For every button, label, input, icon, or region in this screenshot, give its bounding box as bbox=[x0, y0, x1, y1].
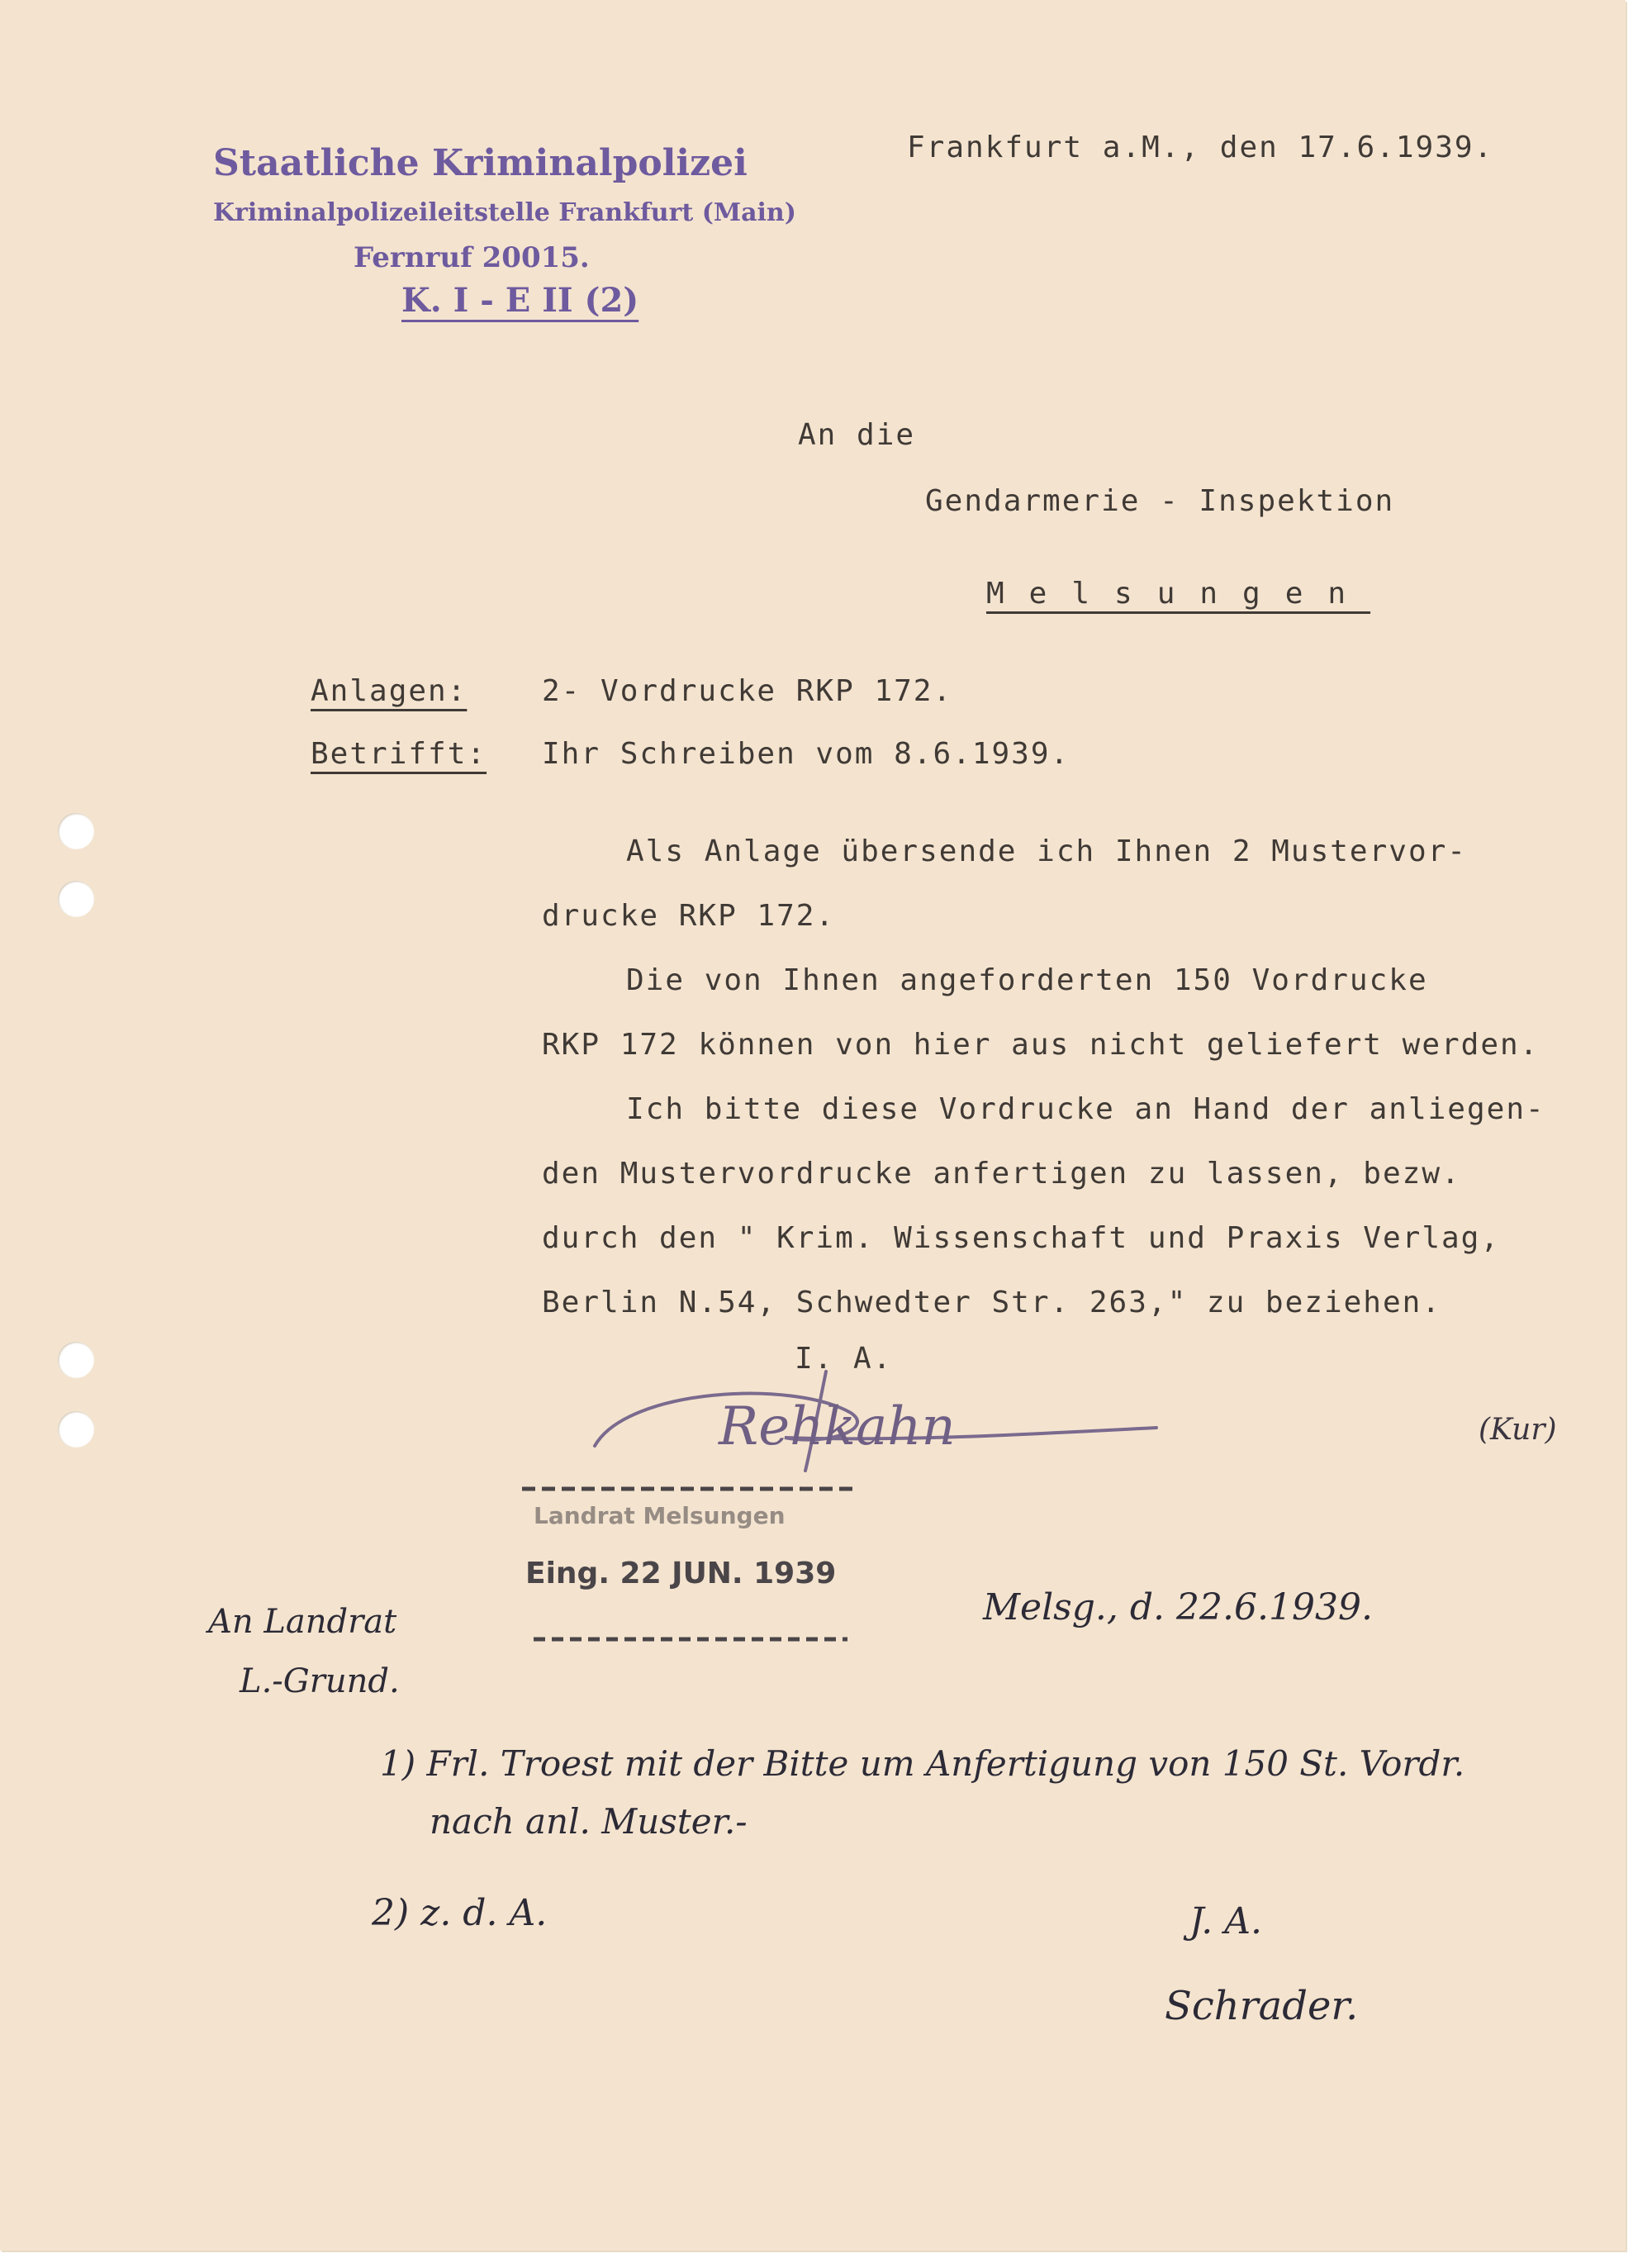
handwritten-addressee-1: An Landrat bbox=[208, 1603, 397, 1641]
handwritten-signature: Schrader. bbox=[1165, 1983, 1359, 2029]
signature-text: Rehkahn bbox=[719, 1396, 956, 1457]
punch-hole bbox=[58, 1342, 94, 1378]
signature-note: (Kur) bbox=[1479, 1413, 1557, 1447]
letterhead-phone: Fernruf 20015. bbox=[354, 241, 590, 274]
betrifft-label: Betrifft: bbox=[311, 737, 487, 771]
anlagen-value: 2- Vordrucke RKP 172. bbox=[542, 674, 953, 708]
punch-hole bbox=[58, 881, 94, 917]
body-line: drucke RKP 172. bbox=[542, 899, 836, 933]
handwritten-ia: J. A. bbox=[1189, 1900, 1262, 1942]
received-stamp-office: Landrat Melsungen bbox=[534, 1502, 786, 1529]
handwritten-date: Melsg., d. 22.6.1939. bbox=[983, 1586, 1373, 1628]
handwritten-item-2: 2) z. d. A. bbox=[372, 1892, 548, 1934]
body-line: den Mustervordrucke anfertigen zu lassen, bezw. bbox=[542, 1157, 1461, 1191]
stamp-dash-line bbox=[534, 1634, 847, 1644]
recipient-line-1: An die bbox=[798, 418, 916, 452]
body-line: Als Anlage übersende ich Ihnen 2 Mustervor- bbox=[626, 834, 1467, 868]
date-line: Frankfurt a.M., den 17.6.1939. bbox=[907, 131, 1494, 164]
letterhead-reference: K. I - E II (2) bbox=[401, 281, 639, 320]
body-line: Ich bitte diese Vordrucke an Hand der anliegen- bbox=[626, 1092, 1545, 1126]
letterhead-office: Kriminalpolizeileitstelle Frankfurt (Main) bbox=[213, 198, 796, 227]
stamp-dash-line bbox=[522, 1484, 852, 1494]
body-line: RKP 172 können von hier aus nicht geliefert werden. bbox=[542, 1028, 1540, 1062]
body-line: Die von Ihnen angeforderten 150 Vordrucke bbox=[626, 963, 1428, 997]
punch-hole bbox=[58, 813, 94, 849]
handwritten-item-1: 1) Frl. Troest mit der Bitte um Anfertigung von 150 St. Vordr. bbox=[380, 1743, 1465, 1784]
punch-hole bbox=[58, 1411, 94, 1448]
body-line: Berlin N.54, Schwedter Str. 263," zu beziehen. bbox=[542, 1286, 1441, 1319]
anlagen-label: Anlagen: bbox=[311, 674, 468, 708]
letterhead-title: Staatliche Kriminalpolizei bbox=[213, 142, 748, 184]
received-stamp-date: Eing. 22 JUN. 1939 bbox=[525, 1557, 837, 1590]
handwritten-item-1-cont: nach anl. Muster.- bbox=[430, 1801, 748, 1842]
recipient-city: Melsungen bbox=[986, 577, 1371, 611]
closing: I. A. bbox=[795, 1342, 893, 1376]
recipient-line-2: Gendarmerie - Inspektion bbox=[925, 484, 1395, 518]
betrifft-value: Ihr Schreiben vom 8.6.1939. bbox=[542, 737, 1070, 771]
body-line: durch den " Krim. Wissenschaft und Praxis Verlag, bbox=[542, 1221, 1501, 1255]
handwritten-addressee-2: L.-Grund. bbox=[240, 1662, 400, 1700]
